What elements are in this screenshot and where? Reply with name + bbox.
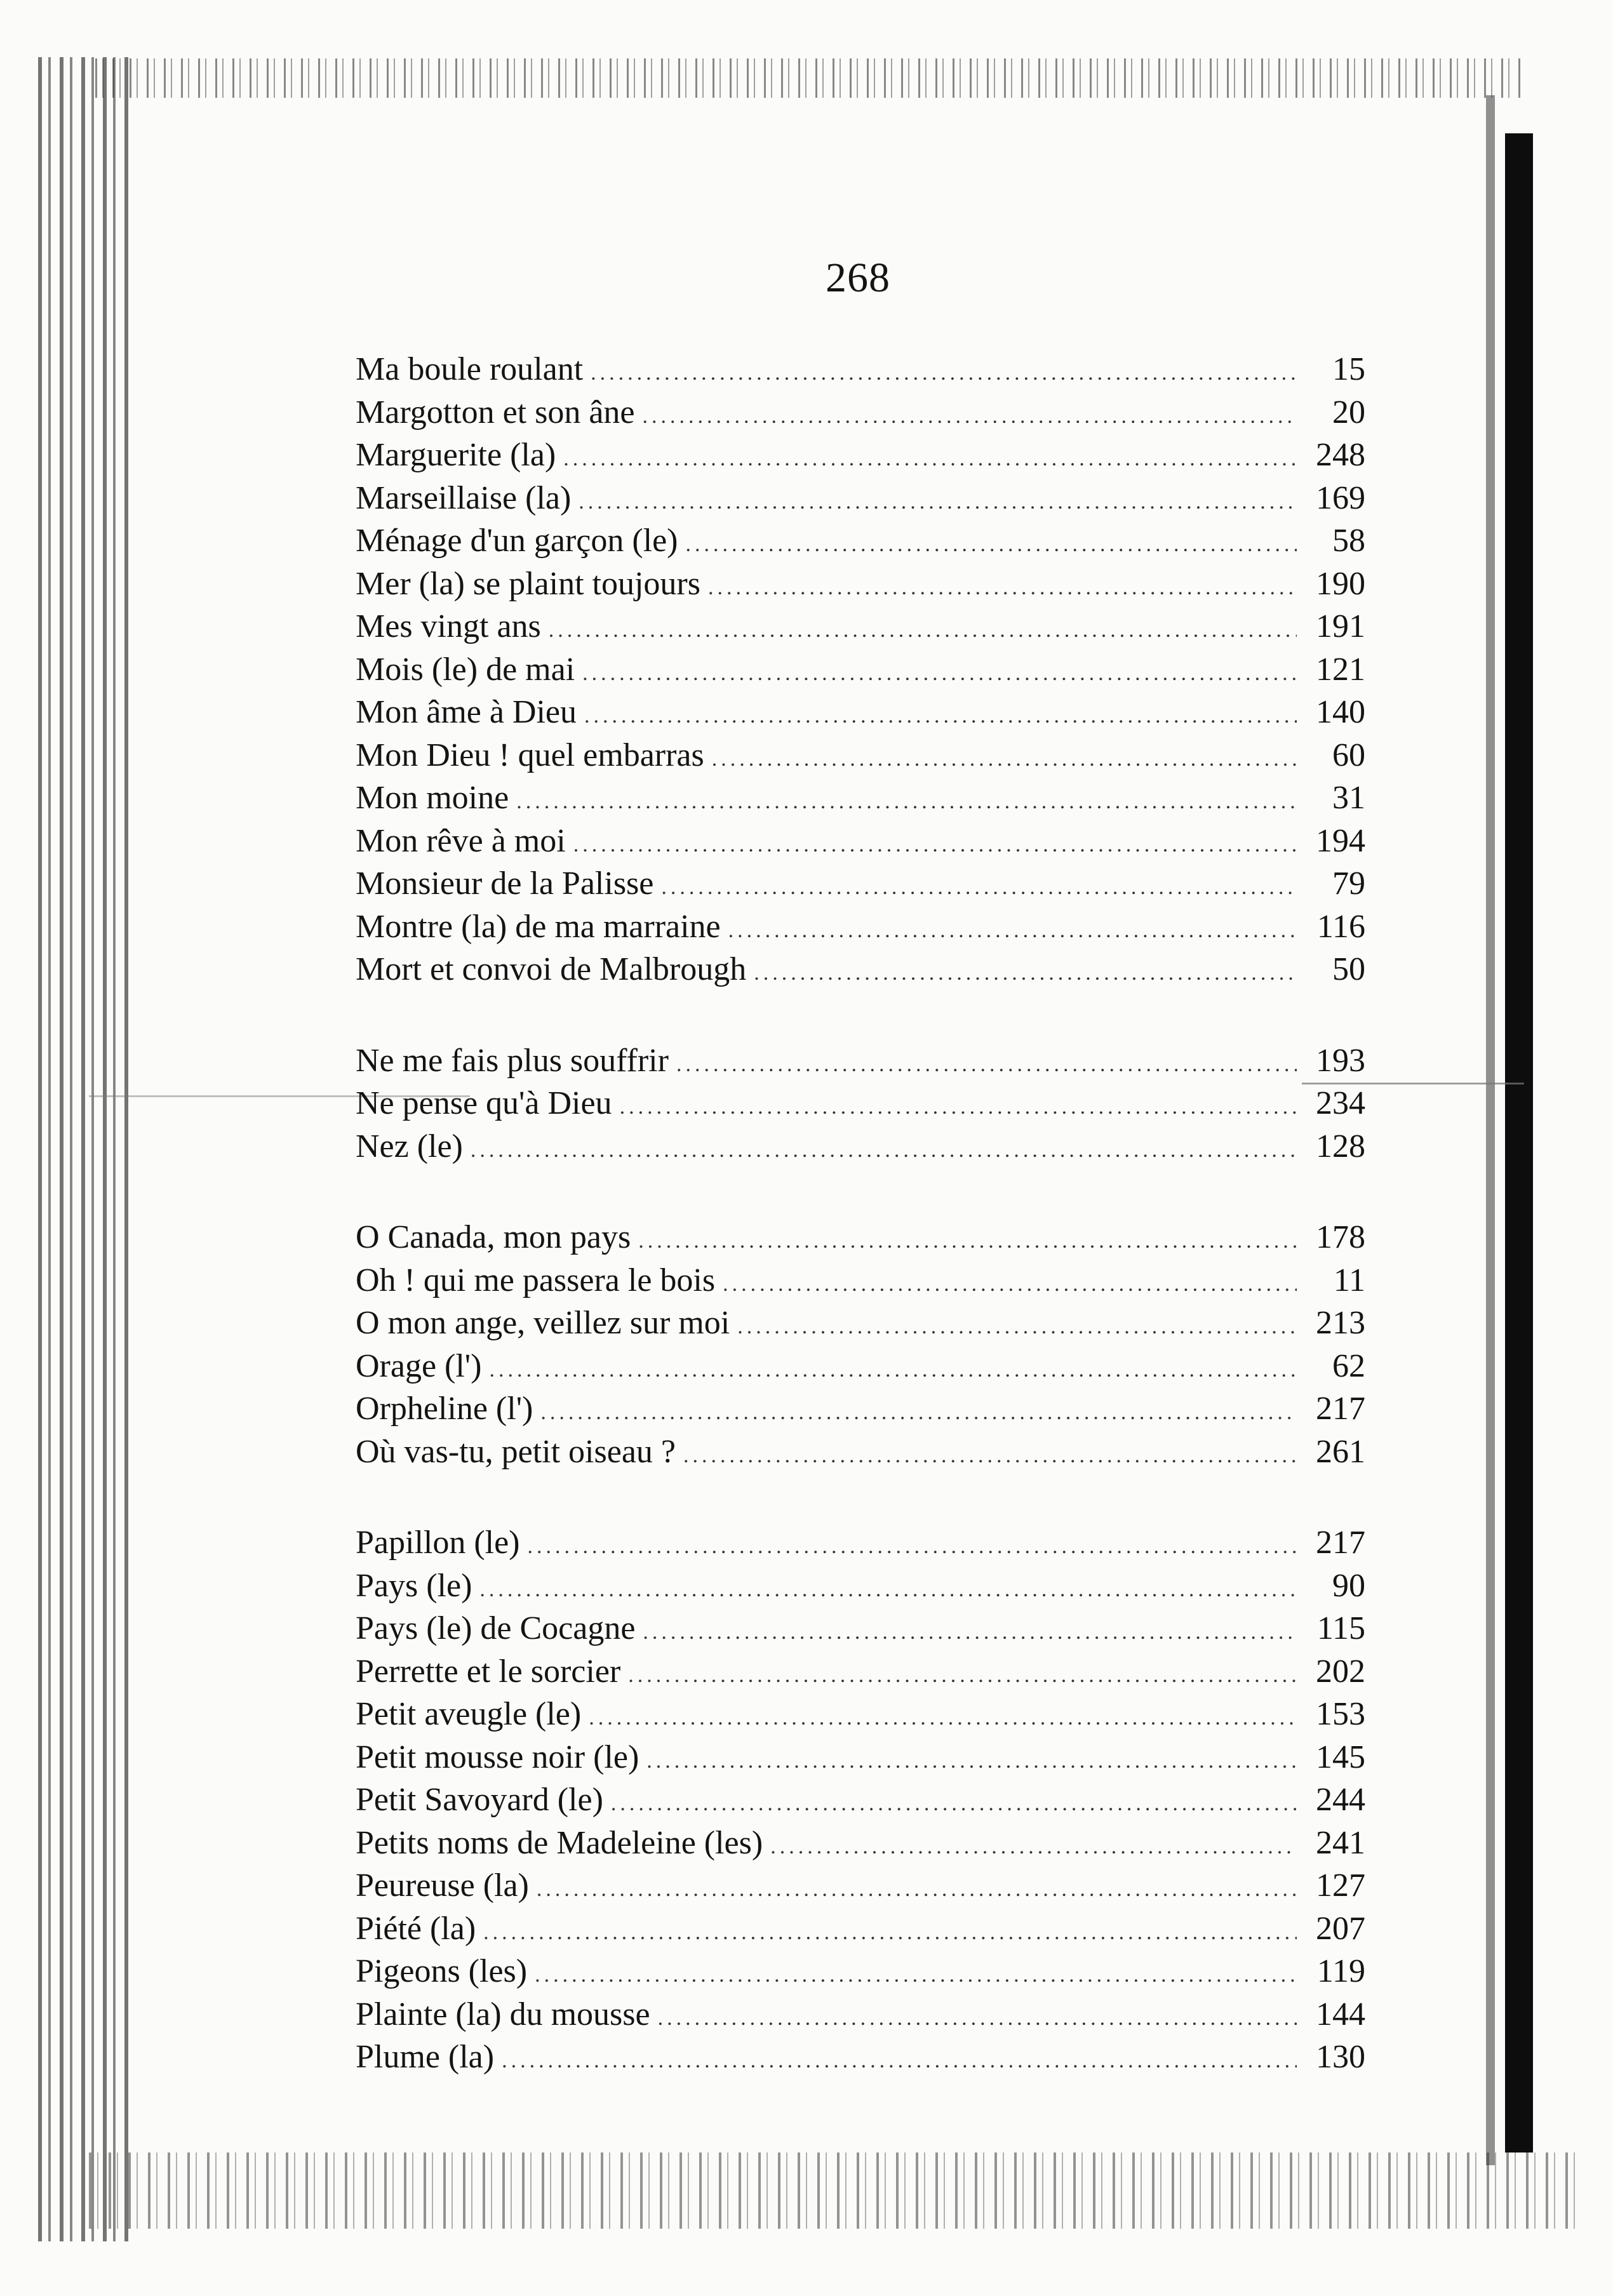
dot-leader: [712, 738, 1297, 781]
entry-title: Monsieur de la Palisse: [356, 865, 654, 902]
index-entry: [356, 1125, 1365, 1168]
entry-page-number: 128: [1316, 1128, 1365, 1165]
entry-title: Marguerite (la): [356, 437, 556, 473]
entry-page-number: 248: [1316, 437, 1365, 473]
entry-page-number: 79: [1332, 865, 1365, 902]
dot-leader: [582, 652, 1297, 695]
entry-title: Peureuse (la): [356, 1867, 529, 1904]
page-number: 268: [826, 255, 890, 301]
dot-leader: [676, 1043, 1297, 1086]
scan-edge-left: [38, 57, 133, 2241]
dot-leader: [502, 2039, 1297, 2083]
dot-leader: [658, 1997, 1297, 2040]
index-entry: [356, 1387, 1365, 1431]
dot-leader: [489, 1349, 1297, 1392]
dot-leader: [638, 1220, 1297, 1263]
entry-title: Nez (le): [356, 1128, 463, 1165]
entry-title: Pays (le): [356, 1567, 472, 1604]
entry-page-number: 241: [1316, 1824, 1365, 1861]
entry-page-number: 90: [1332, 1567, 1365, 1604]
entry-page-number: 261: [1316, 1433, 1365, 1470]
entry-page-number: 20: [1332, 394, 1365, 431]
entry-page-number: 115: [1316, 1610, 1365, 1646]
dot-leader: [579, 481, 1297, 524]
index-entry: [356, 1259, 1365, 1302]
dot-leader: [754, 952, 1297, 995]
entry-title: Perrette et le sorcier: [356, 1653, 621, 1690]
index-entry: [356, 777, 1365, 820]
index-entry: [356, 1950, 1365, 1993]
entry-page-number: 11: [1333, 1262, 1365, 1298]
entry-page-number: 217: [1316, 1525, 1365, 1561]
entry-page-number: 31: [1332, 780, 1365, 816]
index-entry: [356, 477, 1365, 520]
index-entry: [356, 1864, 1365, 1907]
entry-page-number: 169: [1316, 479, 1365, 516]
scan-edge-bottom: [89, 2152, 1581, 2229]
dot-leader: [628, 1654, 1297, 1697]
song-index: [356, 348, 1365, 2127]
entry-title: Mes vingt ans: [356, 608, 541, 644]
entry-title: Petit Savoyard (le): [356, 1782, 603, 1818]
entry-page-number: 217: [1316, 1391, 1365, 1427]
entry-page-number: 234: [1316, 1085, 1365, 1121]
entry-title: Mon âme à Dieu: [356, 694, 577, 730]
entry-page-number: 178: [1316, 1219, 1365, 1255]
dot-leader: [537, 1868, 1297, 1911]
entry-title: Ne pense qu'à Dieu: [356, 1085, 612, 1121]
entry-page-number: 244: [1316, 1782, 1365, 1818]
entry-page-number: 62: [1332, 1347, 1365, 1384]
index-section: [356, 1216, 1365, 1473]
entry-title: Ne me fais plus souffrir: [356, 1042, 669, 1079]
index-entry: [356, 1521, 1365, 1565]
dot-leader: [584, 695, 1297, 738]
dot-leader: [646, 1740, 1297, 1783]
entry-title: Plainte (la) du mousse: [356, 1996, 650, 2032]
index-entry: [356, 1345, 1365, 1388]
scan-edge-top: [95, 58, 1524, 98]
index-entry: [356, 1907, 1365, 1951]
entry-title: O mon ange, veillez sur moi: [356, 1305, 730, 1341]
entry-title: Papillon (le): [356, 1525, 520, 1561]
index-section: [356, 1521, 1365, 2079]
index-entry: [356, 691, 1365, 734]
entry-page-number: 119: [1316, 1953, 1365, 1989]
entry-title: Orpheline (l'): [356, 1391, 533, 1427]
index-entry: [356, 1302, 1365, 1345]
dot-leader: [685, 523, 1297, 566]
dot-leader: [479, 1568, 1297, 1612]
dot-leader: [737, 1305, 1297, 1349]
dot-leader: [573, 824, 1297, 867]
dot-leader: [483, 1911, 1297, 1954]
index-entry: [356, 948, 1365, 991]
index-section: [356, 1039, 1365, 1168]
index-entry: [356, 1822, 1365, 1865]
dot-leader: [723, 1263, 1297, 1306]
entry-page-number: 144: [1316, 1996, 1365, 2032]
entry-title: Mon Dieu ! quel embarras: [356, 737, 704, 773]
entry-title: Pigeons (les): [356, 1953, 528, 1989]
entry-title: Petit aveugle (le): [356, 1696, 582, 1732]
entry-page-number: 213: [1316, 1305, 1365, 1341]
dot-leader: [549, 609, 1297, 652]
index-entry: [356, 1693, 1365, 1736]
entry-title: Pays (le) de Cocagne: [356, 1610, 636, 1646]
entry-page-number: 127: [1316, 1867, 1365, 1904]
entry-page-number: 58: [1332, 523, 1365, 559]
entry-page-number: 140: [1316, 694, 1365, 730]
dot-leader: [591, 352, 1297, 395]
index-section: [356, 348, 1365, 991]
entry-title: O Canada, mon pays: [356, 1219, 631, 1255]
entry-title: Mon moine: [356, 780, 509, 816]
entry-page-number: 190: [1316, 565, 1365, 602]
dot-leader: [728, 909, 1297, 952]
dot-leader: [661, 866, 1297, 909]
dot-leader: [528, 1525, 1297, 1568]
index-entry: [356, 905, 1365, 949]
dot-leader: [535, 1954, 1297, 1997]
index-entry: [356, 648, 1365, 691]
entry-title: Montre (la) de ma marraine: [356, 908, 721, 945]
entry-page-number: 193: [1316, 1042, 1365, 1079]
entry-title: Mon rêve à moi: [356, 822, 566, 859]
dot-leader: [643, 395, 1297, 438]
index-entry: [356, 1431, 1365, 1474]
entry-title: Marseillaise (la): [356, 479, 572, 516]
index-entry: [356, 1216, 1365, 1259]
scan-edge-right: [1505, 133, 1533, 2152]
entry-title: Piété (la): [356, 1910, 476, 1947]
entry-title: Mort et convoi de Malbrough: [356, 951, 747, 987]
entry-title: Plume (la): [356, 2039, 495, 2075]
dot-leader: [471, 1129, 1297, 1172]
index-entry: [356, 605, 1365, 648]
entry-title: Ma boule roulant: [356, 351, 584, 387]
index-entry: [356, 734, 1365, 777]
index-entry: [356, 1993, 1365, 2036]
entry-title: Oh ! qui me passera le bois: [356, 1262, 716, 1298]
index-entry: [356, 1039, 1365, 1083]
dot-leader: [643, 1611, 1297, 1654]
scan-edge-right-thin: [1486, 95, 1495, 2165]
entry-title: Petits noms de Madeleine (les): [356, 1824, 763, 1861]
dot-leader: [563, 437, 1297, 481]
index-entry: [356, 1607, 1365, 1650]
dot-leader: [611, 1782, 1297, 1825]
entry-title: Mois (le) de mai: [356, 651, 575, 688]
dot-leader: [683, 1434, 1297, 1478]
entry-title: Ménage d'un garçon (le): [356, 523, 678, 559]
index-entry: [356, 1779, 1365, 1822]
entry-title: Orage (l'): [356, 1347, 482, 1384]
dot-leader: [540, 1391, 1297, 1434]
entry-page-number: 191: [1316, 608, 1365, 644]
index-entry: [356, 2036, 1365, 2079]
dot-leader: [708, 566, 1297, 610]
index-entry: [356, 1650, 1365, 1693]
index-entry: [356, 862, 1365, 905]
entry-page-number: 153: [1316, 1696, 1365, 1732]
index-entry: [356, 1082, 1365, 1125]
index-entry: [356, 519, 1365, 563]
entry-page-number: 202: [1316, 1653, 1365, 1690]
entry-page-number: 60: [1332, 737, 1365, 773]
entry-title: Où vas-tu, petit oiseau ?: [356, 1433, 676, 1470]
index-entry: [356, 820, 1365, 863]
entry-page-number: 121: [1316, 651, 1365, 688]
index-entry: [356, 348, 1365, 391]
entry-title: Margotton et son âne: [356, 394, 635, 431]
dot-leader: [516, 780, 1297, 824]
entry-page-number: 145: [1316, 1739, 1365, 1775]
dot-leader: [770, 1825, 1297, 1869]
dot-leader: [620, 1086, 1297, 1129]
entry-page-number: 50: [1332, 951, 1365, 987]
index-entry: [356, 434, 1365, 477]
entry-page-number: 207: [1316, 1910, 1365, 1947]
index-entry: [356, 391, 1365, 434]
entry-title: Petit mousse noir (le): [356, 1739, 639, 1775]
dot-leader: [589, 1697, 1297, 1740]
index-entry: [356, 1565, 1365, 1608]
entry-page-number: 130: [1316, 2039, 1365, 2075]
index-entry: [356, 563, 1365, 606]
entry-page-number: 15: [1332, 351, 1365, 387]
entry-page-number: 194: [1316, 822, 1365, 859]
entry-page-number: 116: [1316, 908, 1365, 945]
entry-title: Mer (la) se plaint toujours: [356, 565, 700, 602]
index-entry: [356, 1736, 1365, 1779]
